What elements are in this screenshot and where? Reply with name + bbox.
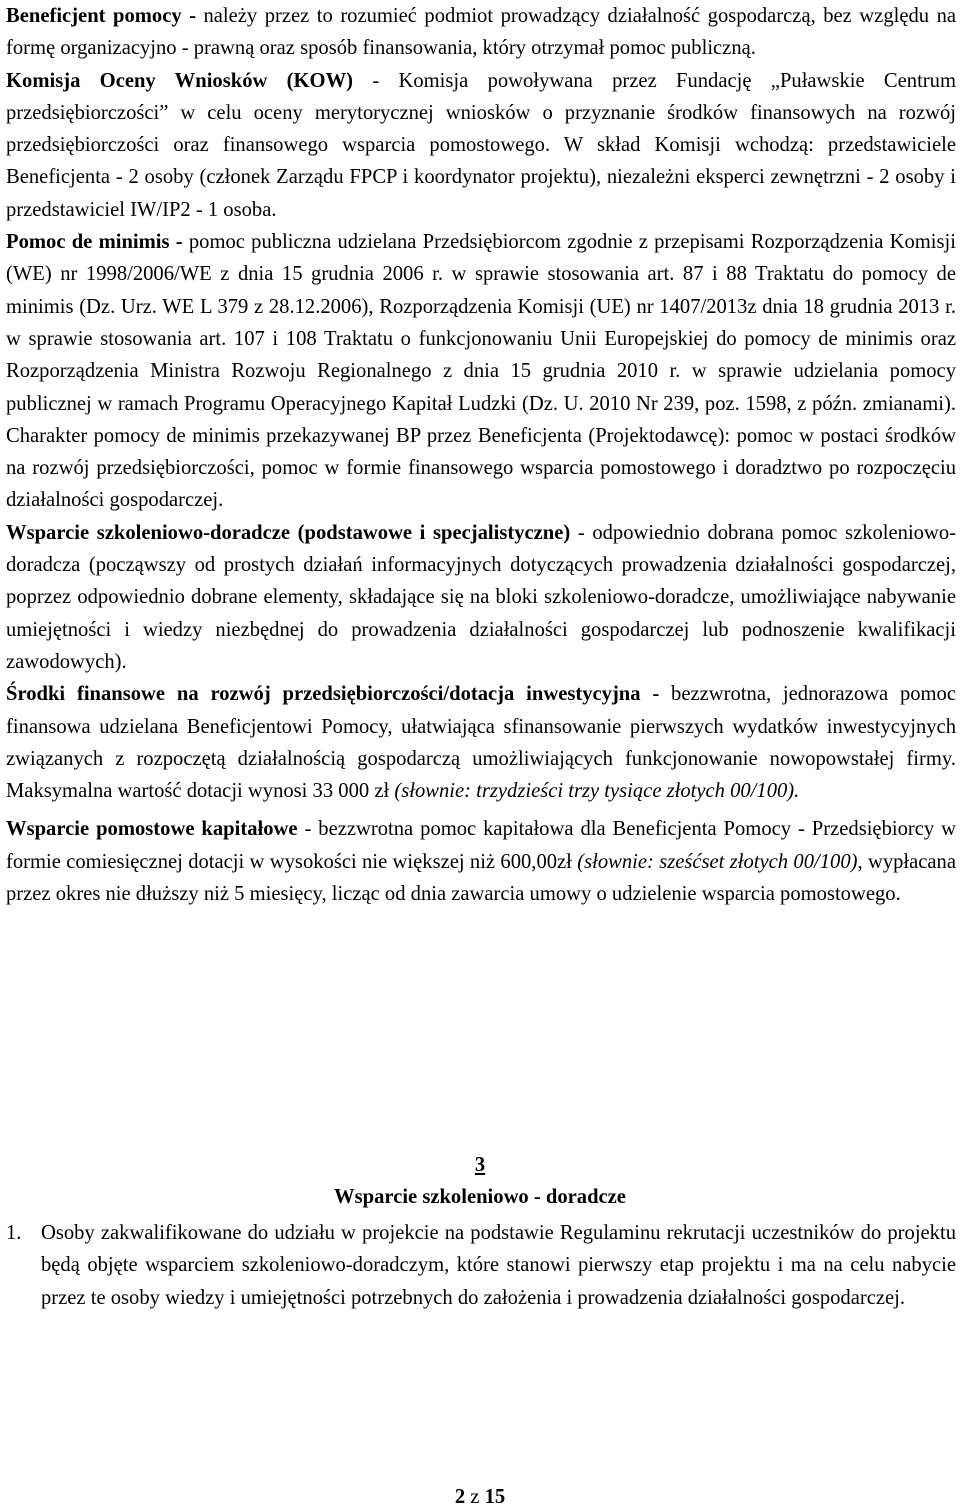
definition-italic-note: (słownie: sześćset złotych 00/100): [577, 850, 858, 873]
definition-wsparcie-pomostowe: [6, 813, 956, 910]
definition-term: Wsparcie szkoleniowo-doradcze (podstawowe i specjalistyczne): [6, 521, 571, 544]
numbered-list: [6, 1217, 956, 1314]
definition-term: Środki finansowe na rozwój przedsiębiorczości/dotacja inwestycyjna -: [6, 683, 660, 706]
section-title: Wsparcie szkoleniowo - doradcze: [334, 1186, 626, 1208]
definition-text: - bezzwrotna pomoc kapitałowa dla Beneficjenta Pomocy - Przedsiębiorcy w formie comiesięcznej dotacji w wysokości nie większej niż 600,00zł: [6, 818, 957, 873]
document-page: [6, 0, 956, 910]
definition-text: bezzwrotna, jednorazowa pomoc finansowa udzielana Beneficjentowi Pomocy, ułatwiająca sfinansowanie pierwszych wydatków inwestycyjnych związanych z rozpoczętą działalnością gospodarczą umożliwiających funkcjonowanie nowopowstałej firmy. Maksymalna wartość dotacji wynosi 33 000 zł: [6, 683, 956, 803]
page-of-separator: z: [470, 1486, 480, 1508]
definition-term: Beneficjent pomocy -: [6, 5, 196, 27]
page-footer: [0, 1485, 960, 1509]
definition-text: - odpowiednio dobrana pomoc szkoleniowo-doradcza (począwszy od prostych działań informacyjnych dotyczących prowadzenia działalności gospodarczej, poprzez odpowiednio dobrane elementy, składające się na bloki szkoleniowo-doradcze, umożliwiające nabywanie umiejętności i wiedzy niezbędnej do prowadzenia działalności gospodarczej lub podnoszenie kwalifikacji zawodowych).: [6, 521, 957, 673]
definition-term: Komisja Oceny Wniosków (KOW): [6, 69, 354, 92]
definition-text: należy przez to rozumieć podmiot prowadzący działalność gospodarczą, bez względu na formę organizacyjno - prawną oraz sposób finansowania, który otrzymał pomoc publiczną.: [6, 5, 957, 60]
section-number-text: 3: [474, 1154, 486, 1176]
section-number: [0, 1154, 960, 1177]
definition-italic-note: (słownie: trzydzieści trzy tysiące złotych 00/100).: [394, 780, 800, 803]
list-item-text: Osoby zakwalifikowane do udziału w projekcie na podstawie Regulaminu rekrutacji uczestników do projektu będą objęte wsparciem szkoleniowo-doradczym, które stanowi pierwszy etap projektu i ma na celu nabycie przez te osoby wiedzy i umiejętności potrzebnych do założenia i prowadzenia działalności gospodarczej.: [41, 1222, 956, 1309]
definition-srodki-finansowe: [6, 678, 956, 807]
definition-de-minimis: [6, 226, 956, 517]
definition-text: - Komisja powoływana przez Fundację „Puławskie Centrum przedsiębiorczości” w celu oceny merytorycznej wniosków o przyznanie środków finansowych na rozwój przedsiębiorczości oraz finansowego wsparcia pomostowego. W skład Komisji wchodzą: przedstawiciele Beneficjenta - 2 osoby (członek Zarządu FPCP i koordynator projektu), niezależni eksperci zewnętrzni - 2 osoby i przedstawiciel IW/IP2 - 1 osoba.: [6, 69, 956, 221]
definition-text: pomoc publiczna udzielana Przedsiębiorcom zgodnie z przepisami Rozporządzenia Komisji (WE) nr 1998/2006/WE z dnia 15 grudnia 2006 r. w sprawie stosowania art. 87 i 88 Traktatu do pomocy de minimis (Dz. Urz. WE L 379 z 28.12.2006), Rozporządzenia Komisji (UE) nr 1407/2013z dnia 18 grudnia 2013 r. w sprawie stosowania art. 107 i 108 Traktatu o funkcjonowaniu Unii Europejskiej do pomocy de minimis oraz Rozporządzenia Ministra Rozwoju Regionalnego z dnia 15 grudnia 2010 r. w sprawie udzielania pomocy publicznej w ramach Programu Operacyjnego Kapitał Ludzki (Dz. U. 2010 Nr 239, poz. 1598, z późn. zmianami). Charakter pomocy de minimis przekazywanej BP przez Beneficjenta (Projektodawcę): pomoc w postaci środków na rozwój przedsiębiorczości, pomoc w formie finansowego wsparcia pomostowego i doradztwo po rozpoczęciu działalności gospodarczej.: [6, 231, 956, 512]
definition-term: Wsparcie pomostowe kapitałowe: [6, 818, 298, 841]
page-total: 15: [484, 1486, 506, 1508]
definition-beneficjent: [6, 0, 956, 65]
definition-text-after: , wypłacana przez okres nie dłuższy niż 5 miesięcy, licząc od dnia zawarcia umowy o udzielenie wsparcia pomostowego.: [6, 850, 956, 906]
list-item-number: 1.: [6, 1222, 22, 1244]
definition-kow: [6, 65, 956, 226]
page-number: 2: [454, 1486, 466, 1508]
definition-term: Pomoc de minimis -: [6, 231, 183, 254]
list-item: [6, 1217, 956, 1314]
definition-wsparcie-szkoleniowe: [6, 517, 956, 678]
